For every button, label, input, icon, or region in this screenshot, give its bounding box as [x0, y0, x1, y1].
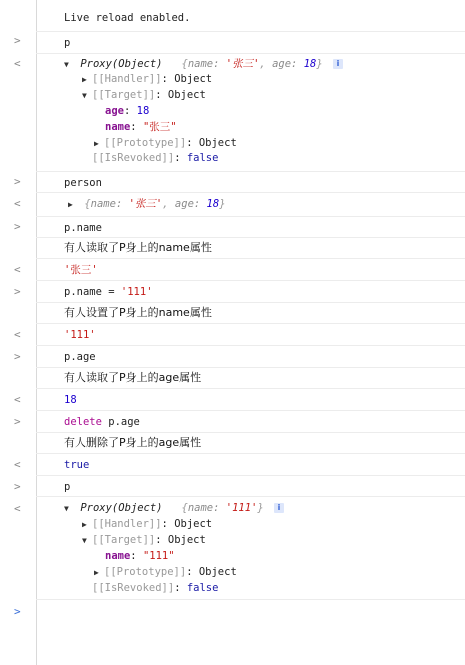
- console-result-row: [14, 259, 465, 281]
- collapsed-triangle-icon[interactable]: ▶: [94, 139, 99, 148]
- expanded-triangle-icon[interactable]: ▼: [64, 60, 69, 69]
- result-arrow-icon: <: [14, 328, 21, 341]
- input-command: p: [64, 37, 71, 49]
- log-message: Live reload enabled.: [64, 12, 191, 24]
- console-log-row: [36, 368, 465, 389]
- result-arrow-icon: <: [14, 197, 21, 210]
- result-arrow-icon: <: [14, 263, 21, 276]
- handler-row[interactable]: ▶ [[Handler]]: Object: [82, 518, 213, 530]
- collapsed-triangle-icon[interactable]: ▶: [94, 568, 99, 577]
- console-result-row: [14, 324, 465, 346]
- proxy-summary-1[interactable]: ▼ Proxy(Object) {name: '张三', age: 18} i: [64, 58, 343, 71]
- log-message: 有人设置了P身上的name属性: [64, 306, 212, 319]
- result-value: '111': [64, 329, 96, 341]
- console-log-row: [36, 433, 465, 454]
- prompt-icon: >: [14, 175, 21, 188]
- result-value: true: [64, 459, 90, 471]
- prompt-icon: >: [14, 415, 21, 428]
- console-prompt-input[interactable]: [14, 600, 465, 665]
- console-input-row[interactable]: [14, 281, 465, 303]
- target-age-row: age: 18: [105, 105, 150, 117]
- console-log-row: [36, 238, 465, 259]
- person-result[interactable]: [14, 193, 465, 217]
- result-value: 18: [64, 394, 77, 406]
- console-input-row[interactable]: [14, 411, 465, 433]
- log-message: 有人读取了P身上的age属性: [64, 371, 202, 384]
- result-arrow-icon: <: [14, 458, 21, 471]
- info-icon[interactable]: i: [333, 59, 343, 69]
- console-input-row[interactable]: [14, 172, 465, 193]
- prototype-row[interactable]: ▶ [[Prototype]]: Object: [94, 137, 237, 149]
- log-message: 有人读取了P身上的name属性: [64, 241, 212, 254]
- collapsed-triangle-icon[interactable]: ▶: [68, 200, 73, 209]
- revoked-row: [[IsRevoked]]: false: [92, 582, 219, 594]
- expanded-triangle-icon[interactable]: ▼: [82, 91, 87, 100]
- console-input-row[interactable]: [14, 476, 465, 497]
- target-name-row: name: "张三": [105, 121, 177, 133]
- result-arrow-icon: <: [14, 57, 21, 70]
- handler-row[interactable]: ▶ [[Handler]]: Object: [82, 73, 213, 85]
- result-value: '张三': [64, 264, 98, 276]
- prompt-icon: >: [14, 285, 21, 298]
- input-command: p: [64, 481, 71, 493]
- input-command: person: [64, 177, 102, 189]
- input-command: p.age: [64, 351, 96, 363]
- result-arrow-icon: <: [14, 393, 21, 406]
- prompt-icon: >: [14, 350, 21, 363]
- collapsed-triangle-icon[interactable]: ▶: [82, 520, 87, 529]
- expanded-triangle-icon[interactable]: ▼: [64, 504, 69, 513]
- prompt-icon: >: [14, 34, 21, 47]
- log-message: 有人删除了P身上的age属性: [64, 436, 202, 449]
- info-icon[interactable]: i: [274, 503, 284, 513]
- console-result-row: [14, 454, 465, 476]
- console-result-row: [14, 389, 465, 411]
- collapsed-triangle-icon[interactable]: ▶: [82, 75, 87, 84]
- console-input-row[interactable]: [14, 217, 465, 238]
- prototype-row[interactable]: ▶ [[Prototype]]: Object: [94, 566, 237, 578]
- console-input-row[interactable]: [14, 32, 465, 54]
- prompt-icon: >: [14, 220, 21, 233]
- expanded-triangle-icon[interactable]: ▼: [82, 536, 87, 545]
- input-command: delete p.age: [64, 416, 140, 428]
- prompt-icon: >: [14, 480, 21, 493]
- input-command: p.name = '111': [64, 286, 153, 298]
- proxy-summary-2[interactable]: ▼ Proxy(Object) {name: '111'} i: [64, 502, 284, 515]
- proxy-result-1: [14, 54, 465, 172]
- input-command: p.name: [64, 222, 102, 234]
- console-log-row: [36, 303, 465, 324]
- console-input-row[interactable]: [14, 346, 465, 368]
- prompt-caret-icon: >: [14, 605, 21, 618]
- proxy-result-2: [14, 497, 465, 600]
- revoked-row: [[IsRevoked]]: false: [92, 152, 219, 164]
- console-log-row: [36, 0, 465, 32]
- result-arrow-icon: <: [14, 502, 21, 515]
- target-row[interactable]: ▼ [[Target]]: Object: [82, 89, 206, 101]
- target-row[interactable]: ▼ [[Target]]: Object: [82, 534, 206, 546]
- target-name-row: name: "111": [105, 550, 175, 562]
- person-summary[interactable]: ▶ {name: '张三', age: 18}: [68, 198, 226, 210]
